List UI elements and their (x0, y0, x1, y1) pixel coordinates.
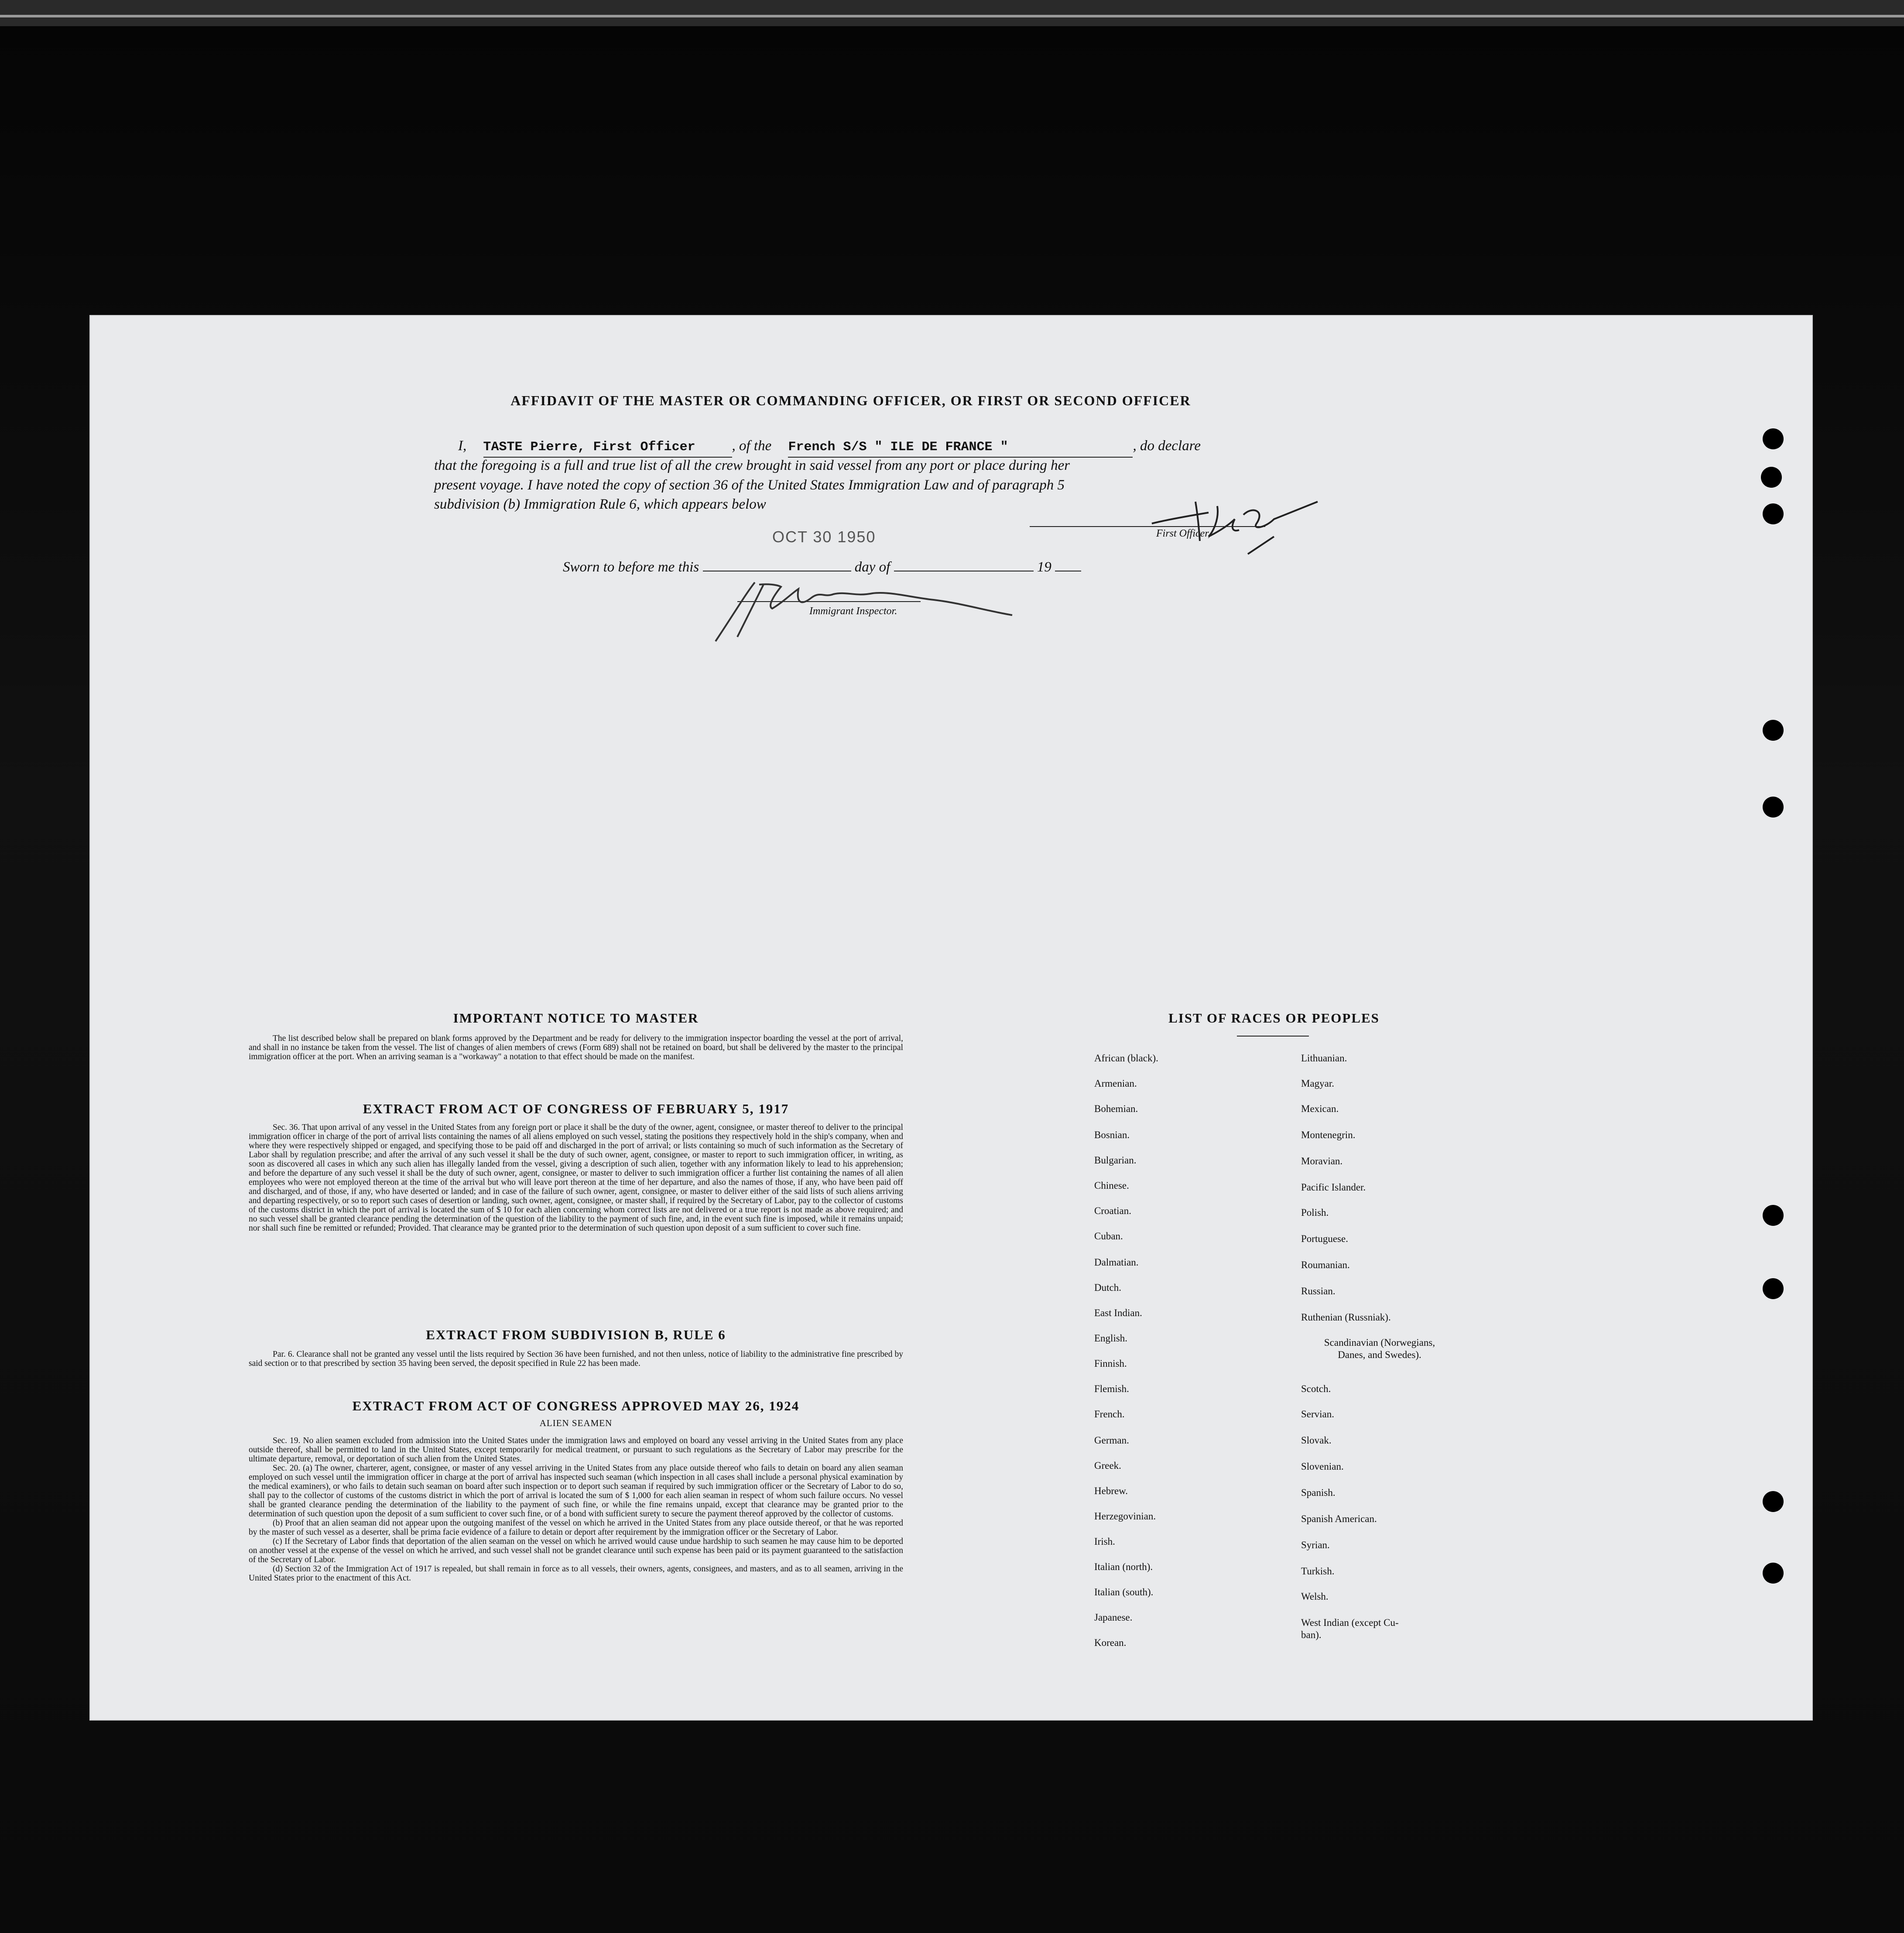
punch-hole (1763, 1278, 1784, 1299)
race-item-left: Herzegovinian. (1094, 1511, 1156, 1522)
race-item-right: Polish. (1301, 1207, 1329, 1218)
race-item-right: Ruthenian (Russniak). (1301, 1312, 1391, 1323)
race-item-right: Montenegrin. (1301, 1129, 1356, 1140)
race-item-right: Mexican. (1301, 1103, 1339, 1114)
race-item-right: Moravian. (1301, 1156, 1343, 1167)
race-item-right: Lithuanian. (1301, 1053, 1347, 1064)
race-item-left: English. (1094, 1333, 1128, 1344)
race-item-right: Scotch. (1301, 1383, 1331, 1394)
race-item-left: Croatian. (1094, 1205, 1131, 1216)
race-item-right: Pacific Islander. (1301, 1182, 1366, 1193)
extract-1917-body (249, 1123, 903, 1233)
officer-signature (1143, 489, 1335, 571)
section-20d-paragraph: (d) Section 32 of the Immigration Act of 1917 is repealed, but shall remain in force as to all vessels, their owners, agents, consignees, and masters, and as to all seamen, arriving in the United States prior to the enactment of this Act. (249, 1564, 903, 1583)
race-item-left: French. (1094, 1409, 1125, 1420)
of-the-text: , of the (732, 438, 772, 454)
extract-1924-body (249, 1436, 903, 1583)
races-title: LIST OF RACES OR PEOPLES (1168, 1010, 1380, 1026)
punch-hole (1763, 503, 1784, 524)
race-item-right: Scandinavian (Norwegians, Danes, and Swedes). (1324, 1337, 1435, 1360)
race-item-right: Roumanian. (1301, 1259, 1350, 1270)
race-item-right: Russian. (1301, 1286, 1336, 1297)
race-item-left: Greek. (1094, 1460, 1121, 1471)
race-item-right: Turkish. (1301, 1566, 1335, 1577)
inspector-signature (707, 567, 1038, 650)
race-item-left: German. (1094, 1435, 1129, 1446)
affidavit-line-1 (458, 436, 1270, 458)
subdivision-body (249, 1350, 903, 1368)
punch-hole (1763, 720, 1784, 741)
officer-name-field: TASTE Pierre, First Officer (483, 438, 732, 458)
punch-hole (1763, 428, 1784, 449)
race-item-left: Italian (north). (1094, 1561, 1153, 1572)
race-item-left: Dutch. (1094, 1282, 1121, 1293)
race-item-left: Cuban. (1094, 1231, 1123, 1242)
race-item-left: Japanese. (1094, 1612, 1133, 1623)
notice-title: IMPORTANT NOTICE TO MASTER (453, 1010, 699, 1026)
year-text: 19 (1037, 559, 1051, 575)
affidavit-line-3: present voyage. I have noted the copy of section 36 of the United States Immigration Law and of paragraph 5 (434, 477, 1065, 493)
race-item-left: Bulgarian. (1094, 1155, 1137, 1166)
race-item-right: Welsh. (1301, 1591, 1329, 1602)
section-19-paragraph: Sec. 19. No alien seamen excluded from admission into the United States under the immigration laws and employed on board any vessel arriving in the United States from any place outside thereof, shall be permitted to land in the United States, except temporarily for medical treatment, or pursuant to such regulations as the Secretary of Labor may prescribe for the ultimate departure, removal, or deportation of such alien from the United States. (249, 1436, 903, 1464)
scanner-top-band (0, 0, 1904, 26)
punch-hole (1763, 1491, 1784, 1512)
race-item-right: Slovak. (1301, 1435, 1332, 1446)
inspector-label: Immigrant Inspector. (809, 606, 897, 617)
punch-hole (1763, 797, 1784, 818)
race-item-left: Irish. (1094, 1536, 1115, 1547)
extract-1917-title: EXTRACT FROM ACT OF CONGRESS OF FEBRUARY 5, 1917 (363, 1101, 789, 1116)
extract-1924-title: EXTRACT FROM ACT OF CONGRESS APPROVED MAY 26, 1924 (352, 1398, 800, 1413)
section-20b-paragraph: (b) Proof that an alien seaman did not appear upon the outgoing manifest of the vessel on which he arrived in the United States from any place outside thereof, or that he was reported by the master of such vessel as a deserter, shall be prima facie evidence of a failure to detain or deport after requirement by the immigration officer or the Secretary of Labor. (249, 1519, 903, 1537)
race-item-left: Armenian. (1094, 1078, 1137, 1089)
race-item-right: Slovenian. (1301, 1461, 1344, 1472)
notice-paragraph: The list described below shall be prepared on blank forms approved by the Department and be ready for delivery to the immigration inspector boarding the vessel at the port of arrival, and shall in no instance be taken from the vessel. The list of changes of alien members of crews (Form 689) shall not be retained on board, but shall be delivered by the master to the principal immigration officer at the port. When an arriving seaman is a "workaway" a notation to that effect should be made on the manifest. (249, 1034, 903, 1061)
race-item-left: Hebrew. (1094, 1485, 1128, 1496)
do-declare-text: , do declare (1133, 438, 1201, 454)
affidavit-line-4: subdivision (b) Immigration Rule 6, which appears below (434, 496, 766, 512)
section-20a-paragraph: Sec. 20. (a) The owner, charterer, agent, consignee, or master of any vessel arriving in the United States from any place outside thereof who fails to detain on board any alien seaman employed on such vessel until the immigration officer in charge at the port of arrival has inspected such seaman (which inspection in all cases shall include a personal physical examination by the medical examiners), or who fails to detain such seaman on board after such inspection or to deport such seaman if required by such immigration officer or the Secretary of Labor to do so, shall pay to the collector of customs of the customs district in which the port of arrival is located the sum of $ 1,000 for each alien seaman in respect of whom such failure occurs. No vessel shall be granted clearance pending the determination of the liability to the payment of such fine, or while the fine remains unpaid, except that clearance may be granted prior to the determination of such question upon the deposit of a sum sufficient to cover such fine, or of a bond with sufficient surety to secure the payment thereof approved by the collector of customs. (249, 1464, 903, 1519)
race-item-right: Spanish. (1301, 1487, 1336, 1498)
race-item-left: East Indian. (1094, 1307, 1142, 1318)
affidavit-line-2: that the foregoing is a full and true list of all the crew brought in said vessel from any port or place during her (434, 458, 1070, 473)
race-item-left: Dalmatian. (1094, 1257, 1139, 1268)
race-item-left: Chinese. (1094, 1180, 1129, 1191)
sworn-text: Sworn to before me this (563, 559, 699, 575)
race-item-right: Syrian. (1301, 1540, 1330, 1550)
race-item-left: Bosnian. (1094, 1129, 1130, 1140)
punch-hole (1763, 1205, 1784, 1226)
day-of-text: day of (854, 559, 890, 575)
race-item-left: Finnish. (1094, 1358, 1127, 1369)
races-title-rule (1237, 1036, 1309, 1037)
punch-hole (1763, 1563, 1784, 1584)
par-6-paragraph: Par. 6. Clearance shall not be granted any vessel until the lists required by Section 36 have been furnished, and not then unless, notice of liability to the administrative fine prescribed by said section or to that prescribed by section 35 having been served, the deposit specified in Rule 22 has been made. (249, 1350, 903, 1368)
affidavit-pronoun: I, (458, 438, 467, 454)
punch-hole (1761, 467, 1782, 488)
race-item-left: Flemish. (1094, 1383, 1129, 1394)
race-item-left: Italian (south). (1094, 1587, 1154, 1598)
race-item-right: Portuguese. (1301, 1233, 1348, 1244)
race-item-left: Korean. (1094, 1637, 1127, 1648)
race-item-right: West Indian (except Cu- ban). (1301, 1617, 1399, 1640)
affidavit-title: AFFIDAVIT OF THE MASTER OR COMMANDING OFFICER, OR FIRST OR SECOND OFFICER (510, 393, 1191, 408)
race-item-right: Servian. (1301, 1409, 1335, 1420)
section-20c-paragraph: (c) If the Secretary of Labor finds that deportation of the alien seaman on the vessel on which he arrived would cause undue hardship to such seamen he may cause him to be deported on another vessel at the expense of the vessel on which he arrived, and such vessel shall not be grandet clearance until such expense has been paid or its payment guaranteed to the satisfaction of the Secretary of Labor. (249, 1537, 903, 1564)
section-36-paragraph: Sec. 36. That upon arrival of any vessel in the United States from any foreign port or place it shall be the duty of the owner, agent, consignee, or master thereof to deliver to the principal immigration officer in charge of the port of arrival lists containing the names of all aliens employed on such vessel, stating the positions they respectively hold in the ship's company, when and where they were respectively shipped or engaged, and specifying those to be paid off and discharged in the port of arrival; or lists containing so much of such information as the Secretary of Labor shall by regulation prescribe; and after the arrival of any such vessel it shall be the duty of such owner, agent, consignee, or master to report to such immigration officer, in writing, as soon as discovered all cases in which any such alien has illegally landed from the vessel, giving a description of such alien, together with any information likely to lead to his apprehension; and before the departure of any such vessel it shall be the duty of such owner, agent, consignee, or master to deliver to such immigration officer a further list containing the names of all alien employees who were not employed thereon at the time of the arrival but who will leave port thereon at the time of her departure, and also the names of those, if any, who have been paid off and discharged, and of those, if any, who have deserted or landed; and in case of the failure of such owner, agent, consignee, or master to deliver either of the said lists of such aliens arriving and departing respectively, or so to report such cases of desertion or landing, such owner, agent, consignee, or master shall, if required by the Secretary of Labor, pay to the collector of customs of the customs district in which the port of arrival is located the sum of $ 10 for each alien concerning whom correct lists are not delivered or a true report is not made as above required; and no such vessel shall be granted clearance pending the determination of the question of the liability to the payment of such fine, and, in the event such fine is imposed, while it remains unpaid; nor shall such fine be remitted or refunded; Provided. That clearance may be granted prior to the determination of such question upon deposit of a sum sufficient to cover such fine. (249, 1123, 903, 1233)
race-item-left: Bohemian. (1094, 1103, 1138, 1114)
notice-body (249, 1034, 903, 1061)
race-item-right: Spanish American. (1301, 1513, 1377, 1524)
race-item-left: African (black). (1094, 1053, 1158, 1064)
vessel-name-field: French S/S " ILE DE FRANCE " (788, 438, 1133, 458)
officer-label: First Officer, (1156, 528, 1210, 539)
alien-seamen-subtitle: ALIEN SEAMEN (539, 1418, 613, 1428)
date-stamp: OCT 30 1950 (772, 528, 876, 546)
subdivision-title: EXTRACT FROM SUBDIVISION B, RULE 6 (426, 1327, 726, 1342)
race-item-right: Magyar. (1301, 1078, 1335, 1089)
